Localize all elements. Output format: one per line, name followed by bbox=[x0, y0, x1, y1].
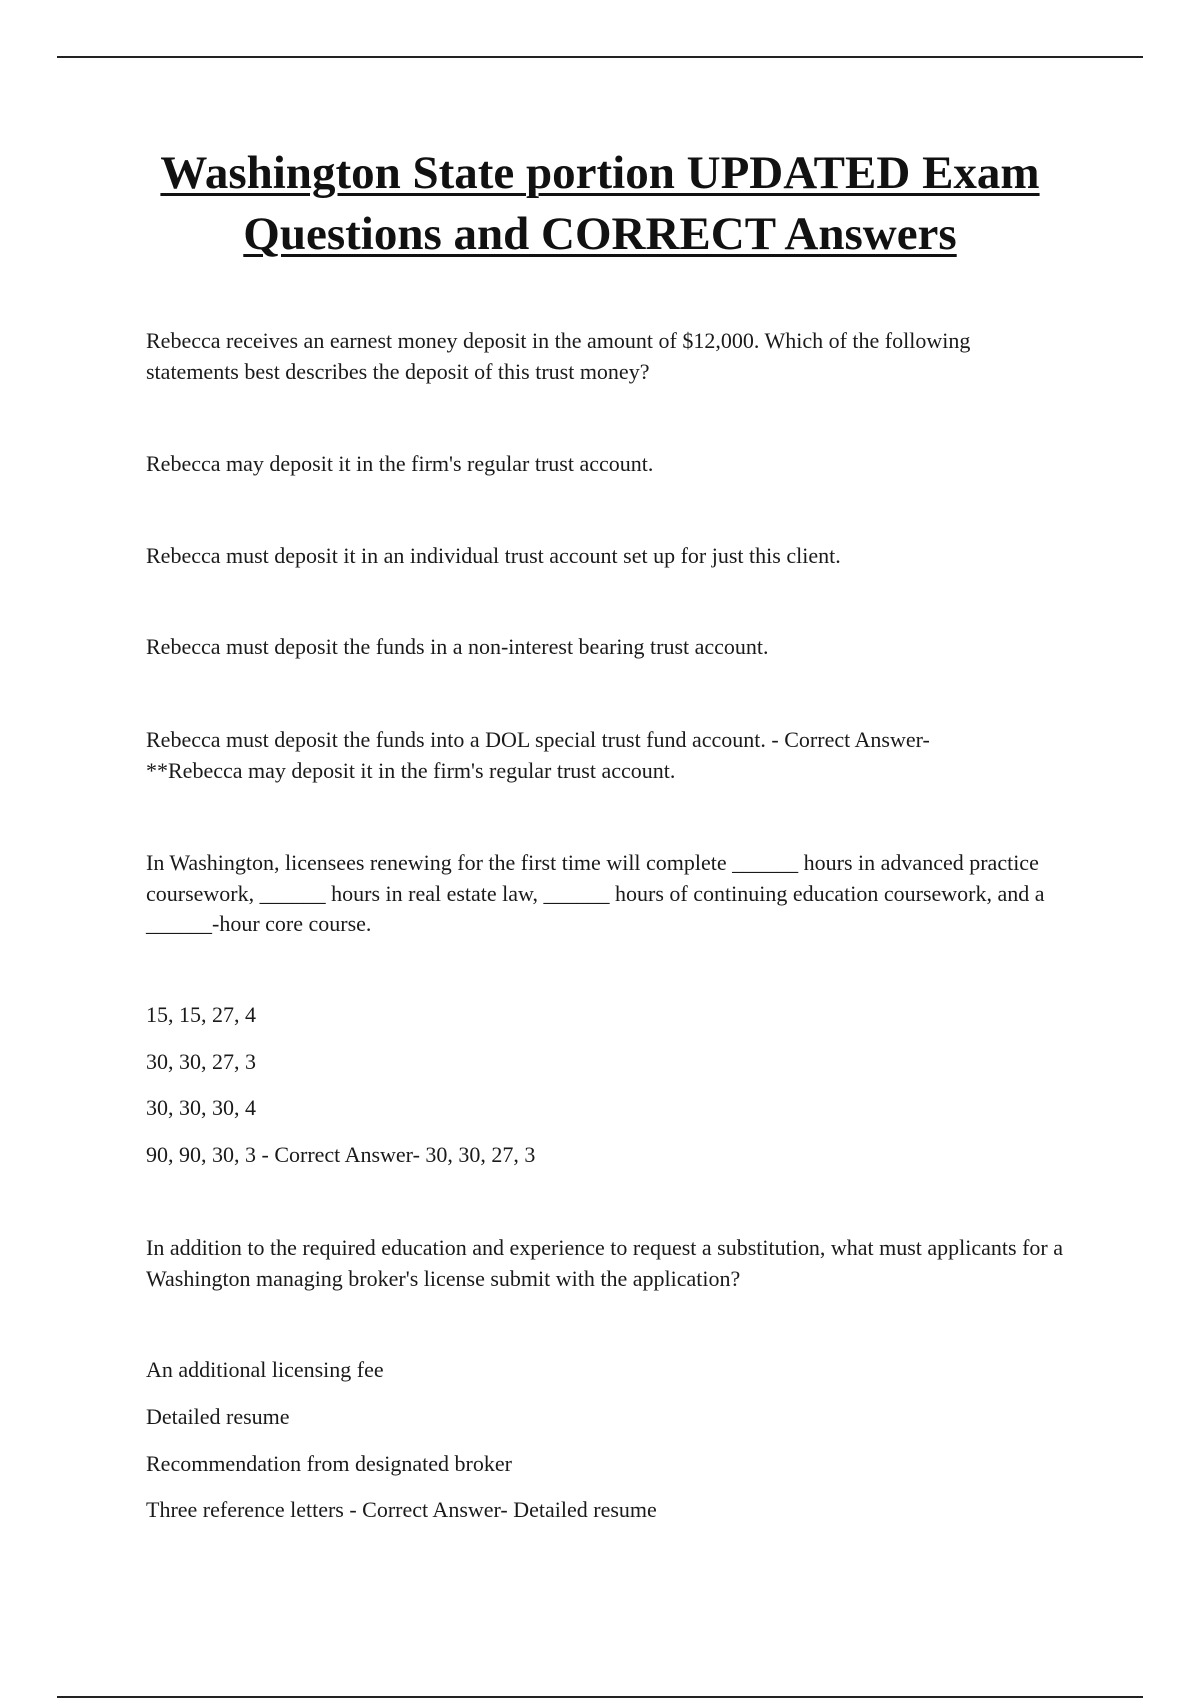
question-3-option-4-answer: Three reference letters - Correct Answer- Detailed resume bbox=[146, 1497, 657, 1522]
question-3-option-1: An additional licensing fee bbox=[146, 1357, 384, 1382]
header-rule bbox=[57, 56, 1143, 58]
question-3-text: In addition to the required education and experience to request a substitution, what must applicants for a Washington managing broker's license submit with the application? bbox=[146, 1235, 1064, 1291]
question-3-option-3: Recommendation from designated broker bbox=[146, 1451, 512, 1476]
question-1-option-4-answer: Rebecca must deposit the funds into a DOL special trust fund account. - Correct Answer- **Rebecca may deposit it in the firm's regular trust account. bbox=[146, 727, 930, 783]
document-title bbox=[100, 143, 1100, 265]
question-2-option-3: 30, 30, 30, 4 bbox=[146, 1095, 256, 1120]
question-1-option-3: Rebecca must deposit the funds in a non-interest bearing trust account. bbox=[146, 634, 769, 659]
question-1-text: Rebecca receives an earnest money deposit in the amount of $12,000. Which of the following statements best describes the deposit of this trust money? bbox=[146, 328, 971, 384]
question-3-option-2: Detailed resume bbox=[146, 1404, 290, 1429]
question-2-option-4-answer: 90, 90, 30, 3 - Correct Answer- 30, 30, 27, 3 bbox=[146, 1142, 536, 1167]
title-line-1: Washington State portion UPDATED Exam bbox=[160, 147, 1040, 199]
question-2-option-2: 30, 30, 27, 3 bbox=[146, 1049, 256, 1074]
title-line-2: Questions and CORRECT Answers bbox=[243, 208, 957, 260]
question-1-option-2: Rebecca must deposit it in an individual trust account set up for just this client. bbox=[146, 543, 841, 568]
question-2-option-1: 15, 15, 27, 4 bbox=[146, 1002, 256, 1027]
footer-rule bbox=[57, 1696, 1143, 1698]
question-2-text: In Washington, licensees renewing for the first time will complete ______ hours in advanced practice coursework, ______ hours in real estate law, ______ hours of continuing education coursework, and a ______-hour core course. bbox=[146, 850, 1045, 936]
question-1-option-1: Rebecca may deposit it in the firm's regular trust account. bbox=[146, 451, 654, 476]
